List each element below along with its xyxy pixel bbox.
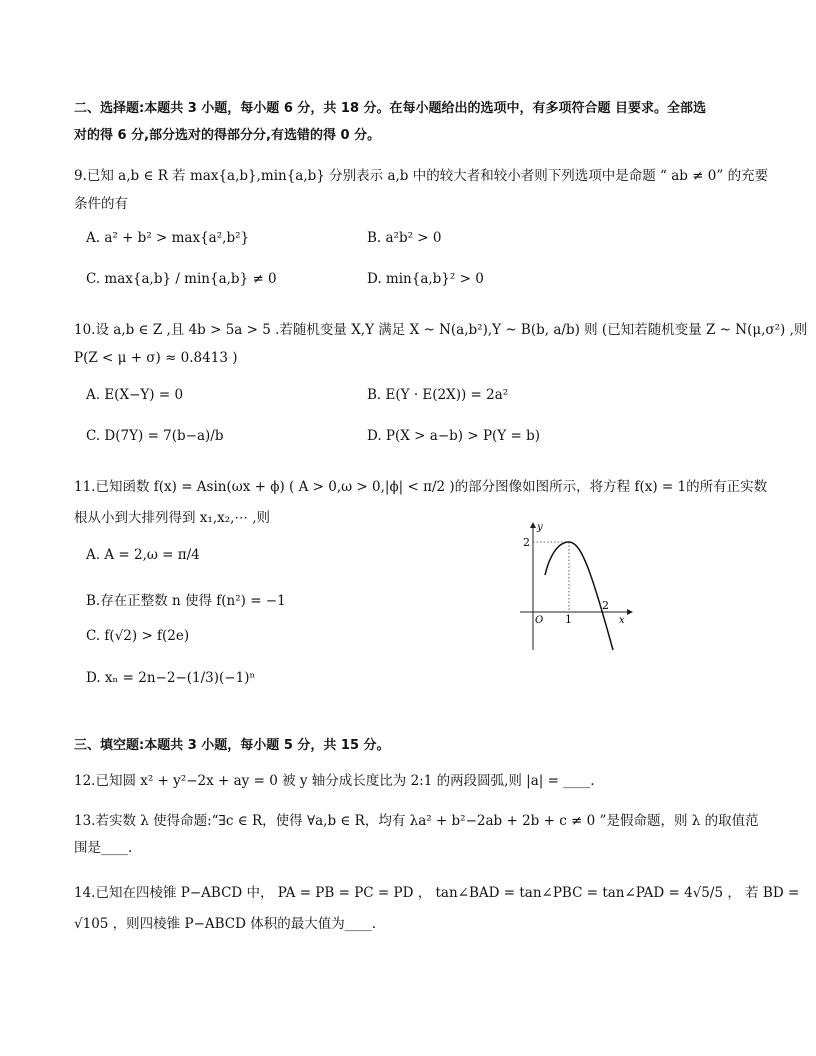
q9-option-d: D. min{a,b}² > 0 [367, 271, 484, 287]
x-axis-label: x [619, 615, 625, 626]
tick-label-x-1: 1 [565, 613, 572, 626]
tick-label-y-2: 2 [523, 536, 530, 549]
section-2-header-line1: 二、选择题:本题共 3 小题，每小题 6 分，共 18 分。在每小题给出的选项中，有多项符合题 目要求。全部选 [74, 101, 707, 116]
tick-label-x-2: 2 [602, 599, 609, 612]
y-axis-arrow-icon [530, 522, 536, 528]
q10-option-b: B. E(Y · E(2X)) = 2a² [367, 387, 509, 403]
q10-option-c: C. D(7Y) = 7(b−a)/b [86, 428, 224, 444]
section-2-header-line2: 对的得 6 分,部分选对的得部分分,有选错的得 0 分。 [74, 128, 381, 143]
sine-curve [545, 542, 613, 650]
x-axis-arrow-icon [627, 609, 633, 615]
q14-stem-line1: 14.已知在四棱锥 P−ABCD 中， PA = PB = PC = PD ， tan∠BAD = tan∠PBC = tan∠PAD = 4√5/5 ， 若 BD = [74, 885, 800, 901]
q10-stem-line2: P(Z < μ + σ) ≈ 0.8413 ) [74, 350, 238, 366]
q11-option-b: B.存在正整数 n 使得 f(n²) = −1 [86, 593, 286, 609]
y-axis-label: y [537, 522, 543, 533]
q11-stem-line1: 11.已知函数 f(x) = Asin(ωx + ϕ) ( A > 0,ω > 0,|ϕ| < π/2 )的部分图像如图所示，将方程 f(x) = 1的所有正实数 [74, 479, 768, 495]
q11-option-c: C. f(√2) > f(2e) [86, 628, 190, 644]
q10-stem-line1: 10.设 a,b ∈ Z ,且 4b > 5a > 5 .若随机变量 X,Y 满足 X ~ N(a,b²),Y ~ B(b, a/b) 则 (已知若随机变量 Z ~ N(μ,σ²) ,则 [74, 322, 808, 338]
q10-option-a: A. E(X−Y) = 0 [86, 387, 184, 403]
q11-option-a: A. A = 2,ω = π/4 [86, 547, 200, 563]
q11-function-graph [515, 520, 635, 655]
q9-option-b: B. a²b² > 0 [367, 230, 442, 246]
q13-stem-line2: 围是____. [74, 840, 133, 856]
section-3-header: 三、填空题:本题共 3 小题，每小题 5 分，共 15 分。 [74, 738, 390, 753]
origin-label: O [535, 615, 544, 626]
q14-stem-line2: √105 ，则四棱锥 P−ABCD 体积的最大值为____. [74, 916, 377, 932]
q9-option-a: A. a² + b² > max{a²,b²} [86, 230, 250, 246]
q9-option-c: C. max{a,b} / min{a,b} ≠ 0 [86, 271, 277, 287]
q9-stem-line2: 条件的有 [74, 196, 128, 212]
q9-stem-line1: 9.已知 a,b ∈ R 若 max{a,b},min{a,b} 分别表示 a,b 中的较大者和较小者则下列选项中是命题 “ ab ≠ 0” 的充要 [74, 168, 769, 184]
q11-option-d: D. xₙ = 2n−2−(1/3)(−1)ⁿ [86, 670, 256, 686]
q12-stem: 12.已知圆 x² + y²−2x + ay = 0 被 y 轴分成长度比为 2:1 的两段圆弧,则 |a| = ____. [74, 773, 595, 789]
q10-option-d: D. P(X > a−b) > P(Y = b) [367, 428, 541, 444]
q13-stem-line1: 13.若实数 λ 使得命题:“∃c ∈ R，使得 ∀a,b ∈ R，均有 λa² + b²−2ab + 2b + c ≠ 0 ”是假命题，则 λ 的取值范 [74, 813, 759, 829]
q11-stem-line2: 根从小到大排列得到 x₁,x₂,⋯ ,则 [74, 510, 271, 526]
